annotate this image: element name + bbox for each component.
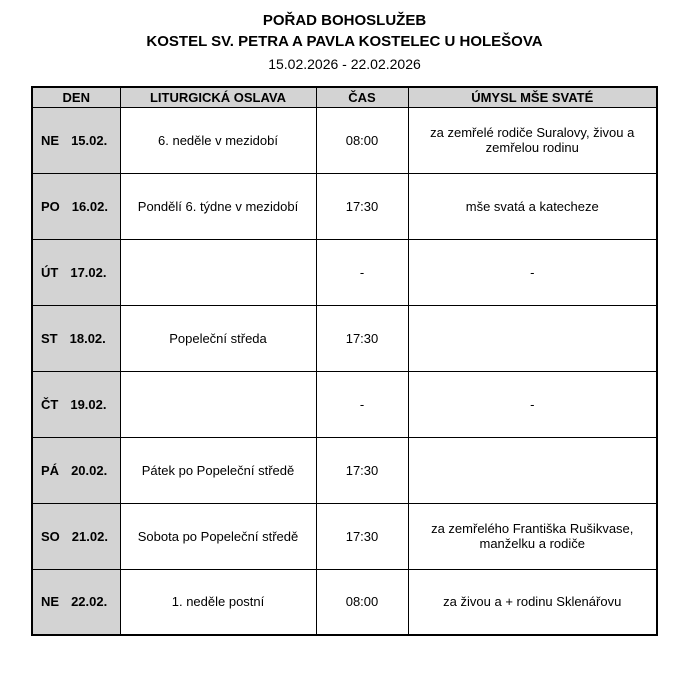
page-title: POŘAD BOHOSLUŽEB [262, 12, 427, 29]
page-subtitle: KOSTEL SV. PETRA A PAVLA KOSTELEC U HOLEŠOVA [146, 33, 543, 50]
celebration-cell: 6. neděle v mezidobí [120, 107, 316, 173]
table-row [32, 239, 657, 305]
document-header [0, 0, 689, 74]
intention-cell [408, 437, 657, 503]
intention-cell: za živou a + rodinu Sklenářovu [408, 569, 657, 635]
schedule-body [32, 107, 657, 635]
celebration-cell [120, 239, 316, 305]
table-row [32, 503, 657, 569]
day-abbrev: ČT [41, 396, 59, 412]
header-row [32, 87, 657, 107]
day-abbrev: PO [41, 198, 60, 214]
celebration-cell [120, 371, 316, 437]
celebration-cell: Popeleční středa [120, 305, 316, 371]
table-row [32, 107, 657, 173]
time-cell: 17:30 [316, 305, 408, 371]
table-row [32, 305, 657, 371]
time-cell: - [316, 239, 408, 305]
date-range: 15.02.2026 - 22.02.2026 [268, 56, 421, 72]
celebration-cell: Pondělí 6. týdne v mezidobí [120, 173, 316, 239]
day-abbrev: ÚT [41, 264, 59, 280]
day-abbrev: PÁ [41, 462, 60, 478]
celebration-cell: 1. neděle postní [120, 569, 316, 635]
header-umysl: ÚMYSL MŠE SVATÉ [408, 87, 657, 107]
day-cell [32, 503, 120, 569]
intention-cell: - [408, 239, 657, 305]
service-schedule-table [31, 86, 658, 636]
day-date: 18.02. [69, 330, 106, 346]
table-row [32, 173, 657, 239]
day-cell [32, 437, 120, 503]
day-date: 15.02. [71, 132, 108, 148]
day-cell [32, 173, 120, 239]
day-date: 19.02. [70, 396, 107, 412]
table-row [32, 371, 657, 437]
day-cell [32, 239, 120, 305]
day-abbrev: NE [41, 594, 60, 610]
day-date: 21.02. [71, 528, 108, 544]
table-row [32, 569, 657, 635]
header-liturgicka-oslava: LITURGICKÁ OSLAVA [120, 87, 316, 107]
day-date: 17.02. [70, 264, 107, 280]
header-den: DEN [32, 87, 120, 107]
header-cas: ČAS [316, 87, 408, 107]
intention-cell: mše svatá a katecheze [408, 173, 657, 239]
day-date: 22.02. [71, 594, 108, 610]
day-cell [32, 569, 120, 635]
table-header [32, 87, 657, 107]
time-cell: 17:30 [316, 173, 408, 239]
time-cell: - [316, 371, 408, 437]
time-cell: 08:00 [316, 569, 408, 635]
day-abbrev: NE [41, 132, 60, 148]
day-date: 20.02. [71, 462, 108, 478]
intention-cell [408, 305, 657, 371]
time-cell: 17:30 [316, 437, 408, 503]
day-cell [32, 371, 120, 437]
day-cell [32, 305, 120, 371]
day-date: 16.02. [71, 198, 108, 214]
intention-cell: - [408, 371, 657, 437]
day-abbrev: SO [41, 528, 60, 544]
intention-cell: za zemřelé rodiče Suralovy, živou a zemřelou rodinu [408, 107, 657, 173]
day-abbrev: ST [41, 330, 58, 346]
table-row [32, 437, 657, 503]
time-cell: 08:00 [316, 107, 408, 173]
celebration-cell: Pátek po Popeleční středě [120, 437, 316, 503]
celebration-cell: Sobota po Popeleční středě [120, 503, 316, 569]
time-cell: 17:30 [316, 503, 408, 569]
day-cell [32, 107, 120, 173]
intention-cell: za zemřelého Františka Rušikvase, manželku a rodiče [408, 503, 657, 569]
